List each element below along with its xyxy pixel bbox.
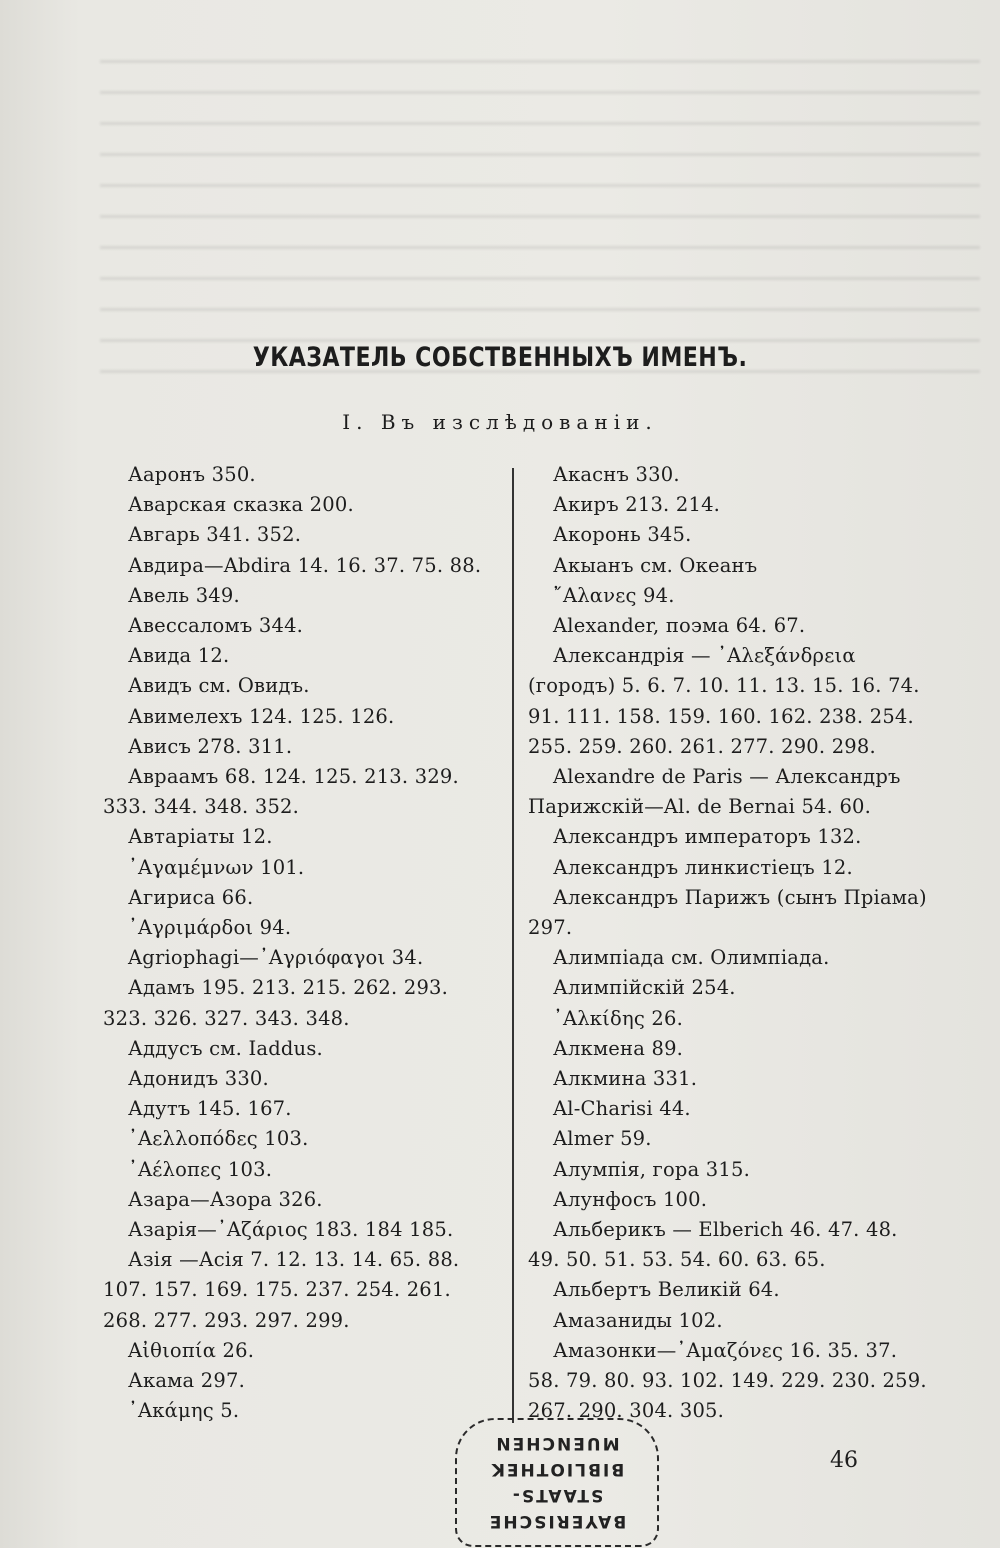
index-entry: Акиръ 213. 214.: [553, 493, 721, 517]
index-column-right: [528, 460, 928, 1427]
index-entry: Αἰθιοπία 26.: [128, 1338, 255, 1362]
stamp-line: MUENCHEN: [494, 1433, 620, 1454]
index-entry: Акама 297.: [128, 1369, 245, 1393]
index-entry: ᾿Αγριμάρδοι 94.: [128, 916, 292, 940]
index-entry: Алимпійскій 254.: [553, 976, 736, 1000]
index-entry: Alexander, поэма 64. 67.: [553, 614, 806, 638]
bleed-through-text: [100, 40, 980, 380]
index-entry: Акыанъ см. Океанъ: [553, 553, 758, 577]
index-entry: Александръ линкистіецъ 12.: [553, 855, 853, 879]
index-entry: Альберикъ — Elberich 46. 47. 48. 49. 50. 51. 53. 54. 60. 63. 65.: [528, 1218, 898, 1272]
index-entry: Азія —Асія 7. 12. 13. 14. 65. 88. 107. 157. 169. 175. 237. 254. 261. 268. 277. 293. 297. 299.: [103, 1248, 460, 1332]
index-entry: ᾿Αγαμέμνων 101.: [128, 855, 305, 879]
index-entry: Авимелехъ 124. 125. 126.: [128, 704, 395, 728]
index-entry: Азарія—᾿Αζάριος 183. 184 185.: [128, 1218, 454, 1242]
index-entry: Alexandre de Paris — Александръ Парижскій—Al. de Bernai 54. 60.: [528, 765, 901, 819]
page-number: 46: [830, 1448, 858, 1473]
column-divider: [512, 468, 514, 1423]
stamp-line: BAYERISCHE: [487, 1511, 627, 1532]
index-entry: Алимпіада см. Олимпіада.: [553, 946, 830, 970]
index-entry: ῎Αλανες 94.: [553, 583, 675, 607]
index-entry: Авидъ см. Овидъ.: [128, 674, 310, 698]
index-entry: Авгарь 341. 352.: [128, 523, 302, 547]
index-entry: Алумпія, гора 315.: [553, 1157, 751, 1181]
page-title: УКАЗАТЕЛЬ СОБСТВЕННЫХЪ ИМЕНЪ.: [252, 342, 748, 373]
index-entry: Альбертъ Великій 64.: [553, 1278, 780, 1302]
index-entry: Ааронъ 350.: [128, 463, 256, 486]
index-entry: Александрія — ᾿Αλεξάνδρεια (городъ) 5. 6. 7. 10. 11. 13. 15. 16. 74. 91. 111. 158. 159. 160. 162. 238. 254. 255. 259. 260. 261. 277. 290. 298.: [528, 644, 920, 758]
index-entry: Ависъ 278. 311.: [128, 734, 293, 758]
index-entry: Александръ Парижъ (сынъ Пріама) 297.: [528, 885, 927, 940]
index-entry: Алкмина 331.: [553, 1067, 698, 1091]
index-entry: Авессаломъ 344.: [128, 614, 304, 638]
index-entry: Almer 59.: [553, 1127, 652, 1151]
index-entry: Авраамъ 68. 124. 125. 213. 329. 333. 344. 348. 352.: [103, 765, 459, 819]
index-entry: Адонидъ 330.: [128, 1067, 269, 1091]
stamp-line: STAATS-: [510, 1485, 604, 1506]
index-entry: Агириса 66.: [128, 885, 254, 909]
index-entry: Авдира—Abdira 14. 16. 37. 75. 88.: [128, 553, 482, 577]
index-entry: Agriophagi—᾿Αγριόφαγοι 34.: [128, 946, 424, 970]
index-entry: ᾿Αλκίδης 26.: [553, 1006, 683, 1030]
section-subtitle: I. Въ изслѣдованіи.: [342, 410, 658, 434]
index-entry: Авида 12.: [128, 644, 230, 668]
library-stamp: [455, 1418, 659, 1547]
index-entry: Адамъ 195. 213. 215. 262. 293. 323. 326. 327. 343. 348.: [103, 976, 449, 1030]
index-entry: Адутъ 145. 167.: [128, 1097, 292, 1121]
stamp-line: BIBLIOTHEK: [489, 1459, 625, 1480]
index-entry: Алкмена 89.: [553, 1036, 684, 1060]
index-entry: Александръ императоръ 132.: [553, 825, 862, 849]
index-column-left: [103, 460, 498, 1427]
index-entry: ᾿Ακάμης 5.: [128, 1399, 240, 1423]
index-entry: Амазонки—᾿Αμαζόνες 16. 35. 37. 58. 79. 80. 93. 102. 149. 229. 230. 259. 267. 290. 304. 305.: [528, 1338, 927, 1423]
index-entry: ᾿Αέλοπες 103.: [128, 1157, 273, 1181]
index-entry: Амазаниды 102.: [553, 1308, 723, 1332]
index-entry: Акаснъ 330.: [553, 463, 680, 486]
index-entry: Азара—Азора 326.: [128, 1187, 323, 1211]
index-entry: Акоронь 345.: [553, 523, 692, 547]
index-entry: ᾿Αελλοπόδες 103.: [128, 1127, 309, 1151]
index-entry: Аварская сказка 200.: [128, 493, 354, 517]
index-entry: Авель 349.: [128, 583, 240, 607]
index-entry: Al-Charisi 44.: [553, 1097, 691, 1121]
index-entry: Аддусъ см. Iaddus.: [128, 1036, 323, 1060]
index-entry: Алунфосъ 100.: [553, 1187, 708, 1211]
index-entry: Автаріаты 12.: [128, 825, 273, 849]
